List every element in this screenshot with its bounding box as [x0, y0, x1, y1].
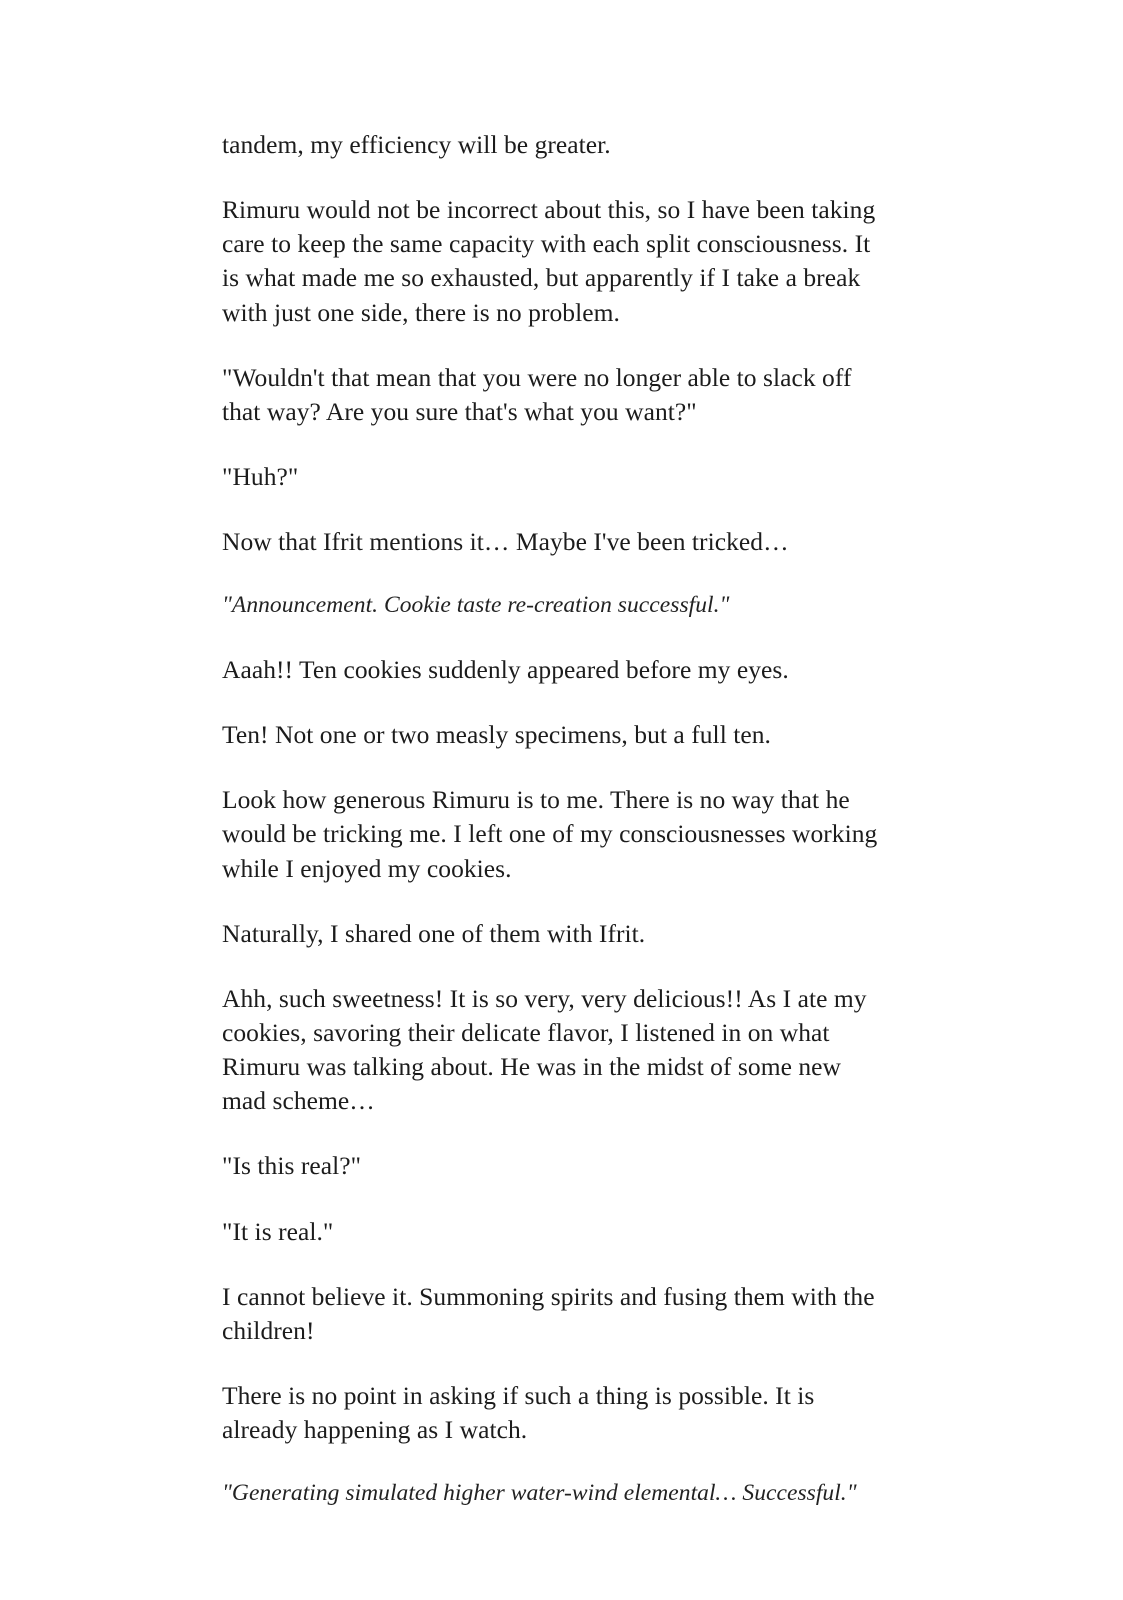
- paragraph: Rimuru would not be incorrect about this, so I have been taking care to keep the same capacity with each split consciousness. It is what made me so exhausted, but apparently if I take a break with just one side, there is no problem.: [222, 195, 876, 327]
- paragraph: I cannot believe it. Summoning spirits and fusing them with the children!: [222, 1281, 875, 1345]
- paragraph: "Huh?": [222, 462, 299, 492]
- paragraph: "It is real.": [222, 1216, 334, 1246]
- paragraph: "Wouldn't that mean that you were no longer able to slack off that way? Are you sure that's what you want?": [222, 362, 852, 426]
- paragraph: Aaah!! Ten cookies suddenly appeared before my eyes.: [222, 654, 789, 684]
- paragraph: tandem, my efficiency will be greater.: [222, 130, 611, 159]
- paragraph: Look how generous Rimuru is to me. There is no way that he would be tricking me. I left one of my consciousnesses working while I enjoyed my cookies.: [222, 785, 878, 883]
- paragraph: Now that Ifrit mentions it… Maybe I've been tricked…: [222, 527, 789, 557]
- paragraph-italic: "Announcement. Cookie taste re-creation successful.": [222, 592, 730, 619]
- text-column: [222, 128, 880, 1510]
- paragraph: "Is this real?": [222, 1151, 362, 1181]
- paragraph: Ahh, such sweetness! It is so very, very delicious!! As I ate my cookies, savoring their delicate flavor, I listened in on what Rimuru was talking about. He was in the midst of some new mad scheme…: [222, 983, 867, 1116]
- paragraph: Naturally, I shared one of them with Ifrit.: [222, 918, 646, 948]
- paragraph: Ten! Not one or two measly specimens, but a full ten.: [222, 720, 771, 750]
- paragraph-italic: "Generating simulated higher water-wind elemental… Successful.": [222, 1480, 857, 1507]
- paragraph: There is no point in asking if such a thing is possible. It is already happening as I watch.: [222, 1381, 815, 1445]
